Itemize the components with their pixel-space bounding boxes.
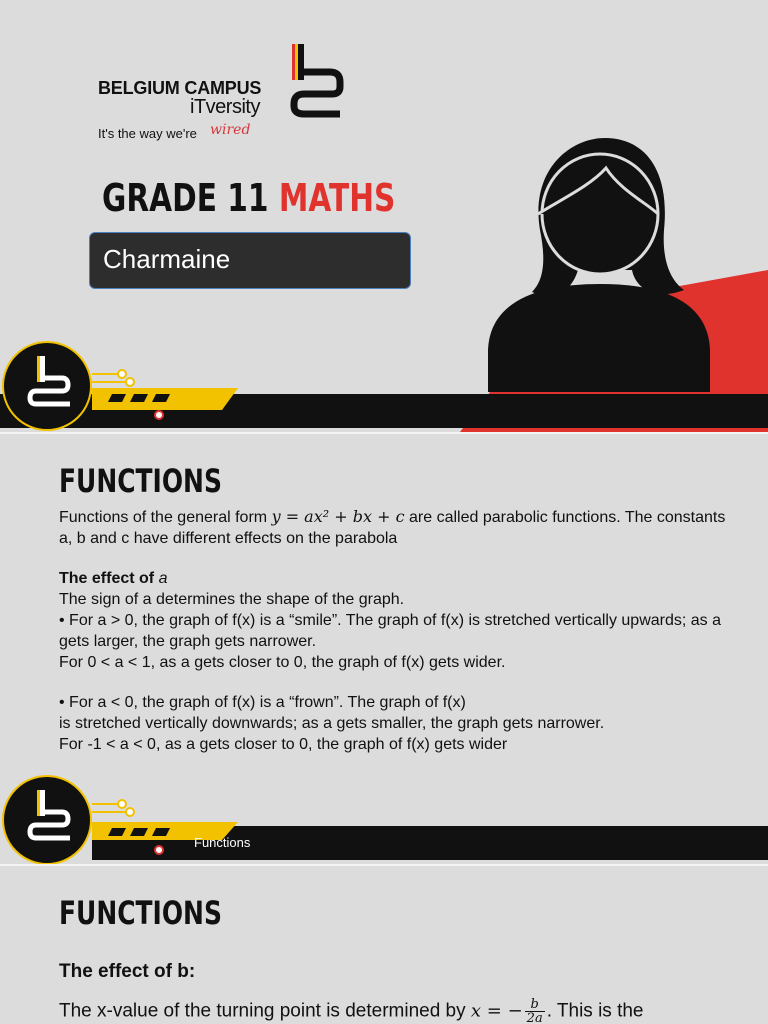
effect-variable: a [158,570,168,587]
body-line: is stretched vertically downwards; as a gets smaller, the graph gets narrower. [59,715,605,732]
grade-label: GRADE 11 [102,176,269,220]
slide-heading: FUNCTIONS [59,894,222,932]
general-form-formula: y = ax² + bx + c [271,507,405,526]
turning-point-text-end: . This is the [546,1000,644,1022]
bc-logo-icon [274,42,346,122]
footer-section-label: Functions [194,835,251,850]
turning-point-formula: x = − [470,1000,523,1022]
effect-title-text: The effect of [59,570,159,587]
effect-of-b-title: The effect of b: [59,961,196,982]
presenter-box [89,232,411,289]
course-title [102,176,395,220]
brand-tagline-script: wired [210,122,251,138]
slide-footer-band [0,774,768,864]
functions-slide [0,434,768,864]
intro-text-end: are called parabolic functions. The constants a, b and c have different effects on the parabola [59,509,726,547]
presenter-name: Charmaine [103,244,231,274]
fraction-numerator: b [525,998,545,1012]
brand-tagline: It's the way we're [98,126,197,141]
turning-point-text: The x-value of the turning point is determined by [59,1000,471,1022]
body-line: • For a < 0, the graph of f(x) is a “frown”. The graph of f(x) [59,694,466,711]
title-slide [0,0,768,432]
effect-of-a-title [59,568,739,589]
intro-text-start: Functions of the general form [59,509,272,526]
body-line: For 0 < a < 1, as a gets closer to 0, the graph of f(x) gets wider. [59,654,506,671]
belgium-campus-logo [98,42,348,152]
fraction-denominator: 2a [526,1011,543,1024]
brand-name: BELGIUM CAMPUS [98,78,262,98]
title-footer-band [0,338,768,432]
body-line: The sign of a determines the shape of the graph. [59,591,405,608]
functions-slide-b [0,866,768,1024]
slide-body [59,506,739,755]
slide-heading: FUNCTIONS [59,462,222,500]
body-line: • For a > 0, the graph of f(x) is a “smile”. The graph of f(x) is stretched vertically upwards; as a gets larger, the graph gets narrower. [59,612,722,650]
slide-body [59,960,739,1024]
body-line: For -1 < a < 0, as a gets closer to 0, the graph of f(x) gets wider [59,736,508,753]
subject-label: MATHS [278,176,396,220]
intro-paragraph [59,506,739,549]
brand-sub: iTversity [190,96,260,118]
fraction [525,998,545,1024]
turning-point-line [59,998,739,1024]
